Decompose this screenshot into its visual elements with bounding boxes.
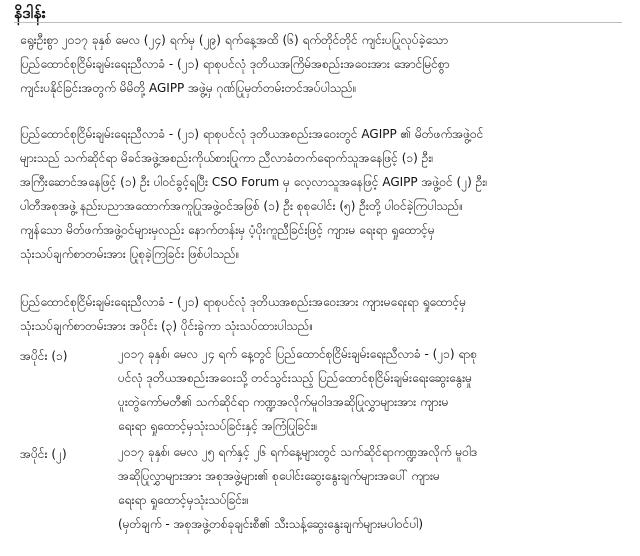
paragraph-line: ပြည်ထောင်စုငြိမ်းချမ်းရေးညီလာခံ - (၂၁) ရာစုပင်လုံ ဒုတိယအစည်းအဝေးတွင် AGIPP ၏ မိတ်ဖက်အဖွဲ့ဝင် xyxy=(20,127,484,141)
paragraph-line: အကြီးဆောင်အနေဖြင့် (၁) ဦး ပါဝင်ခွင့်ရပြီး CSO Forum မှ လေ့လာသူအနေဖြင့် AGIPP အဖွဲ့ဝင် (၂) ဦး၊ xyxy=(20,175,488,189)
section-line: ပူးတွဲကော်မတီ၏ သက်ဆိုင်ရာ ကဏ္ဍအလိုက်မူဝါဒအဆိုပြုလွှာများအား ကျားမ xyxy=(118,395,449,409)
structure-paragraph xyxy=(20,290,620,338)
paragraph-line: များသည် သက်ဆိုင်ရာ မိခင်အဖွဲ့အစည်းကိုယ်စားပြုကာ ညီလာခံတက်ရောက်သူအနေဖြင့် (၁) ဦး၊ xyxy=(20,151,434,165)
section-line: ရေးရာ ရှုထောင့်မှသုံးသပ်ခြင်းနှင့် အကြံပြုခြင်း။ xyxy=(118,419,318,433)
section-label: အပိုင်း (၂) xyxy=(20,447,67,461)
section-line: ၂၀၁၇ ခုနှစ်၊ မေလ ၂၄ ရက် နေ့တွင် ပြည်ထောင်စုငြိမ်းချမ်းရေးညီလာခံ - (၂၁) ရာစု xyxy=(118,347,477,361)
section-line: ပင်လုံ ဒုတိယအစည်းအဝေးသို့ တင်သွင်းသည့် ပြည်ထောင်စုငြိမ်းချမ်းရေးဆွေးနွေးမှု xyxy=(118,371,473,385)
intro-paragraph xyxy=(20,28,620,100)
paragraph-line: သုံးသပ်ချက်စာတမ်းအား အပိုင်း (၃) ပိုင်းခွဲကာ သုံးသပ်ထားပါသည်။ xyxy=(20,319,314,333)
paragraph-line: သုံးသပ်ချက်စာတမ်းအား ပြုစုခဲ့ကြခြင်း ဖြစ်ပါသည်။ xyxy=(20,247,240,261)
paragraph-line: ကျန်သော မိတ်ဖက်အဖွဲ့ဝင်များမှလည်း နောက်တန်းမှ ပံ့ပိုးကူညီခြင်းဖြင့် ကျားမ ရေးရာ ရှုထောင့်မှ xyxy=(20,223,435,237)
paragraph-line: ပြည်ထောင်စုငြိမ်းချမ်းရေးညီလာခံ - (၂၁) ရာစုပင်လုံ ဒုတိယအစည်းအဝေးအား ကျားမရေးရာ ရှုထောင့်မှ xyxy=(20,295,467,309)
paragraph-line: ပြည်ထောင်စုငြိမ်းချမ်းရေးညီလာခံ - (၂၁) ရာစုပင်လုံ ဒုတိယအကြိမ်အစည်းအဝေးအား အောင်မြင်စွာ xyxy=(20,57,450,71)
section-description xyxy=(118,342,623,438)
section-note: (မှတ်ချက် - အစုအဖွဲ့တစ်ခုချင်းစီ၏ သီးသန့်ဆွေးနွေးချက်များမပါဝင်ပါ) xyxy=(118,517,424,531)
section-heading: နိဒါန်း xyxy=(14,3,46,22)
heading-divider xyxy=(14,22,622,23)
section-label: အပိုင်း (၁) xyxy=(20,349,68,363)
section-line: ၂၀၁၇ ခုနှစ်၊ မေလ ၂၅ ရက်နှင့် ၂၆ ရက်နေ့များတွင် သက်ဆိုင်ရာကဏ္ဍအလိုက် မူဝါဒ xyxy=(118,445,478,459)
paragraph-line: ရွေးဦးစွာ ၂၀၁၇ ခုနှစ် မေလ (၂၄) ရက်မှ (၂၉) ရက်နေ့အထိ (၆) ရက်တိုင်တိုင် ကျင်းပပြုလုပ်ခဲ့သော xyxy=(20,33,449,47)
paragraph-line: ကျင်းပနိုင်ခြင်းအတွက် မိမိတို့ AGIPP အဖွဲ့မှ ဂုဏ်ပြုမှတ်တမ်းတင်အပ်ပါသည်။ xyxy=(20,81,357,95)
section-line: အဆိုပြုလွှာများအား အစုအဖွဲ့များ၏ စုပေါင်းဆွေးနွေးချက်များအပေါ် ကျားမ xyxy=(118,469,440,483)
participants-paragraph xyxy=(20,122,620,266)
section-line: ရေးရာ ရှုထောင့်မှသုံးသပ်ခြင်း။ xyxy=(118,493,249,507)
paragraph-line: ပါတီအစုအဖွဲ့ နည်းပညာအထောက်အကူပြုအဖွဲ့ဝင်အဖြစ် (၁) ဦး စုစုပေါင်း (၅) ဦးတို့ ပါဝင်ခဲ့ကြပါသည်။ xyxy=(20,199,464,213)
section-description xyxy=(118,440,623,536)
